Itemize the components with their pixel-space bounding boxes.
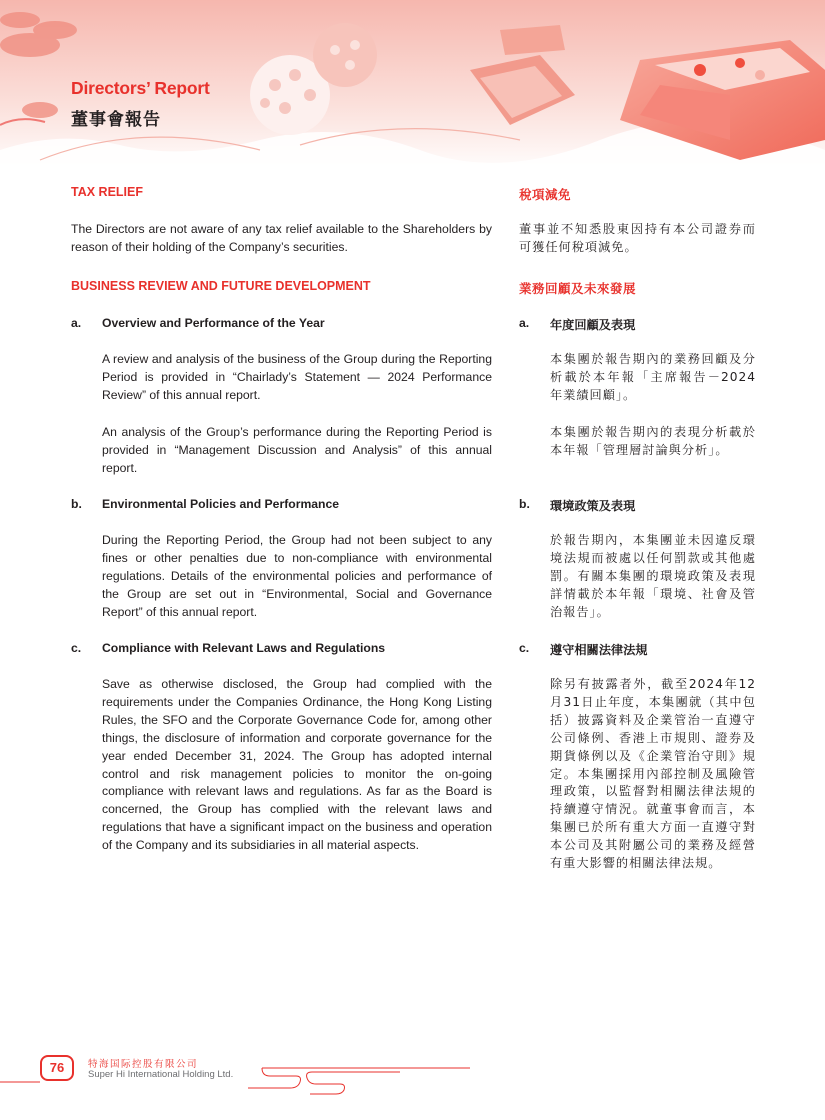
section-b-paragraph-1: During the Reporting Period, the Group had not been subject to any fines or other penalties due to non-compliance with environmental regulations. Details of the environmental policies and performance of the Group are set out in “Environmental, Social and Governance Report” of this annual report.: [102, 533, 492, 619]
tax-relief-body: The Directors are not aware of any tax relief available to the Shareholders by reason of their holding of the Company’s securities.: [71, 222, 492, 254]
tax-relief-heading-chinese: 稅項減免: [519, 187, 572, 202]
tax-relief-heading: TAX RELIEF: [71, 185, 143, 199]
footer-decoration: [0, 1040, 825, 1120]
section-b-letter: b.: [71, 497, 82, 511]
section-b-title-chinese: 環境政策及表現: [550, 499, 636, 513]
section-c-paragraph-1: Save as otherwise disclosed, the Group had complied with the requirements under the Companies Ordinance, the Hong Kong Listing Rules, the SFO and the Corporate Governance Code for, among other things, the disclosure of information and corporate governance for the year ended December 31, 2024. The Group has adopted internal control and risk management policies to monitor the on-going compliance with relevant laws and regulations. As far as the Board is concerned, the Group has complied with the relevant laws and regulations that have a significant impact on the business and operation of the Company and its subsidiaries in all material aspects.: [102, 677, 492, 853]
business-review-heading: BUSINESS REVIEW AND FUTURE DEVELOPMENT: [71, 279, 371, 293]
section-a-title-chinese: 年度回顧及表現: [550, 318, 636, 332]
section-a-title: Overview and Performance of the Year: [102, 316, 325, 330]
section-c-letter: c.: [71, 641, 82, 655]
section-a-paragraph-1-chinese: 本集團於報告期內的業務回顧及分析載於本年報「主席報告－2024年業績回顧」。: [550, 352, 756, 402]
tax-relief-body-chinese: 董事並不知悉股東因持有本公司證券而可獲任何稅項減免。: [519, 222, 756, 254]
business-review-heading-chinese: 業務回顧及未來發展: [519, 281, 637, 296]
page-title-chinese: 董事會報告: [71, 110, 161, 130]
section-a-paragraph-1: A review and analysis of the business of the Group during the Reporting Period is provided in “Chairlady’s Statement — 2024 Performance Review” of this annual report.: [102, 352, 492, 402]
company-name: Super Hi International Holding Ltd.: [88, 1069, 234, 1080]
section-b-paragraph-1-chinese: 於報告期內，本集團並未因違反環境法規而被處以任何罰款或其他處罰。有關本集團的環境政策及表現詳情載於本年報「環境、社會及管治報告」。: [550, 533, 756, 619]
page-number: 76: [40, 1055, 74, 1081]
section-a-letter-chinese: a.: [519, 316, 530, 330]
section-a-paragraph-2-chinese: 本集團於報告期內的表現分析載於本年報「管理層討論與分析」。: [550, 425, 756, 457]
section-a-letter: a.: [71, 316, 82, 330]
section-c-paragraph-1-chinese: 除另有披露者外，截至2024年12月31日止年度，本集團就（其中包括）披露資料及企業管治一直遵守公司條例、香港上市規則、證券及期貨條例以及《企業管治守則》規定。本集團採用內部控制及風險管理政策，以監督對相關法律法規的持續遵守情況。就董事會而言，本集團已於所有重大方面一直遵守對本公司及其附屬公司的業務及經營有重大影響的相關法律法規。: [550, 677, 756, 871]
section-c-title: Compliance with Relevant Laws and Regulations: [102, 641, 386, 655]
page-title: Directors’ Report: [71, 78, 210, 98]
section-c-title-chinese: 遵守相關法律法規: [550, 643, 648, 657]
company-name-chinese: 特海国际控股有限公司: [88, 1059, 199, 1070]
section-c-letter-chinese: c.: [519, 641, 530, 655]
section-b-title: Environmental Policies and Performance: [102, 497, 340, 511]
section-a-paragraph-2: An analysis of the Group’s performance during the Reporting Period is provided in “Management Discussion and Analysis” of this annual report.: [102, 425, 492, 475]
section-b-letter-chinese: b.: [519, 497, 530, 511]
